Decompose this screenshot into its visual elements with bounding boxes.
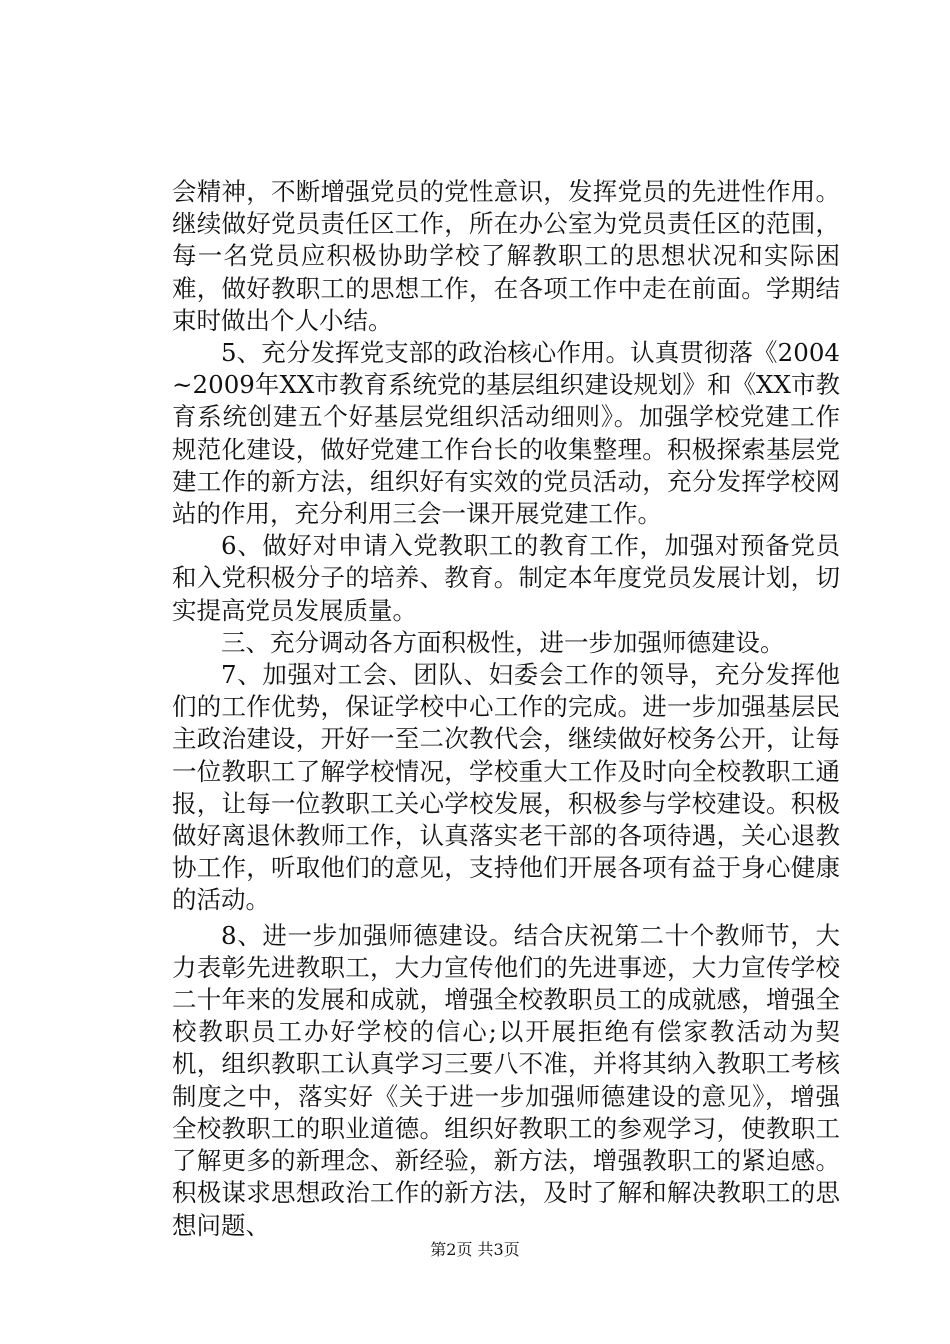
page-footer: 第2页 共3页	[430, 1240, 520, 1259]
document-body	[172, 176, 840, 1242]
paragraph-item-6: 6、做好对申请入党教职工的教育工作，加强对预备党员和入党积极分子的培养、教育。制定本年度党员发展计划，切实提高党员发展质量。	[172, 531, 840, 625]
paragraph-item-5: 5、充分发挥党支部的政治核心作用。认真贯彻落《2004~2009年XX市教育系统党的基层组织建设规划》和《XX市教育系统创建五个好基层党组织活动细则》。加强学校党建工作规范化建设，做好党建工作台长的收集整理。积极探索基层党建工作的新方法，组织好有实效的党员活动，充分发挥学校网站的作用，充分利用三会一课开展党建工作。	[172, 338, 840, 529]
paragraph-continuation: 会精神，不断增强党员的党性意识，发挥党员的先进性作用。继续做好党员责任区工作，所在办公室为党员责任区的范围，每一名党员应积极协助学校了解教职工的思想状况和实际困难，做好教职工的思想工作，在各项工作中走在前面。学期结束时做出个人小结。	[172, 177, 840, 335]
section-heading-3: 三、充分调动各方面积极性，进一步加强师德建设。	[221, 627, 785, 657]
paragraph-item-7: 7、加强对工会、团队、妇委会工作的领导，充分发挥他们的工作优势，保证学校中心工作的完成。进一步加强基层民主政治建设，开好一至二次教代会，继续做好校务公开，让每一位教职工了解学校情况，学校重大工作及时向全校教职工通报，让每一位教职工关心学校发展，积极参与学校建设。积极做好离退休教师工作，认真落实老干部的各项待遇，关心退教协工作，听取他们的意见，支持他们开展各项有益于身心健康的活动。	[172, 660, 840, 915]
paragraph-item-8: 8、进一步加强师德建设。结合庆祝第二十个教师节，大力表彰先进教职工，大力宣传他们的先进事迹，大力宣传学校二十年来的发展和成就，增强全校教职员工的成就感，增强全校教职员工办好学校的信心;以开展拒绝有偿家教活动为契机，组织教职工认真学习三要八不准，并将其纳入教职工考核制度之中，落实好《关于进一步加强师德建设的意见》，增强全校教职工的职业道德。组织好教职工的参观学习，使教职工了解更多的新理念、新经验，新方法，增强教职工的紧迫感。积极谋求思想政治工作的新方法，及时了解和解决教职工的思想问题、	[172, 920, 840, 1240]
